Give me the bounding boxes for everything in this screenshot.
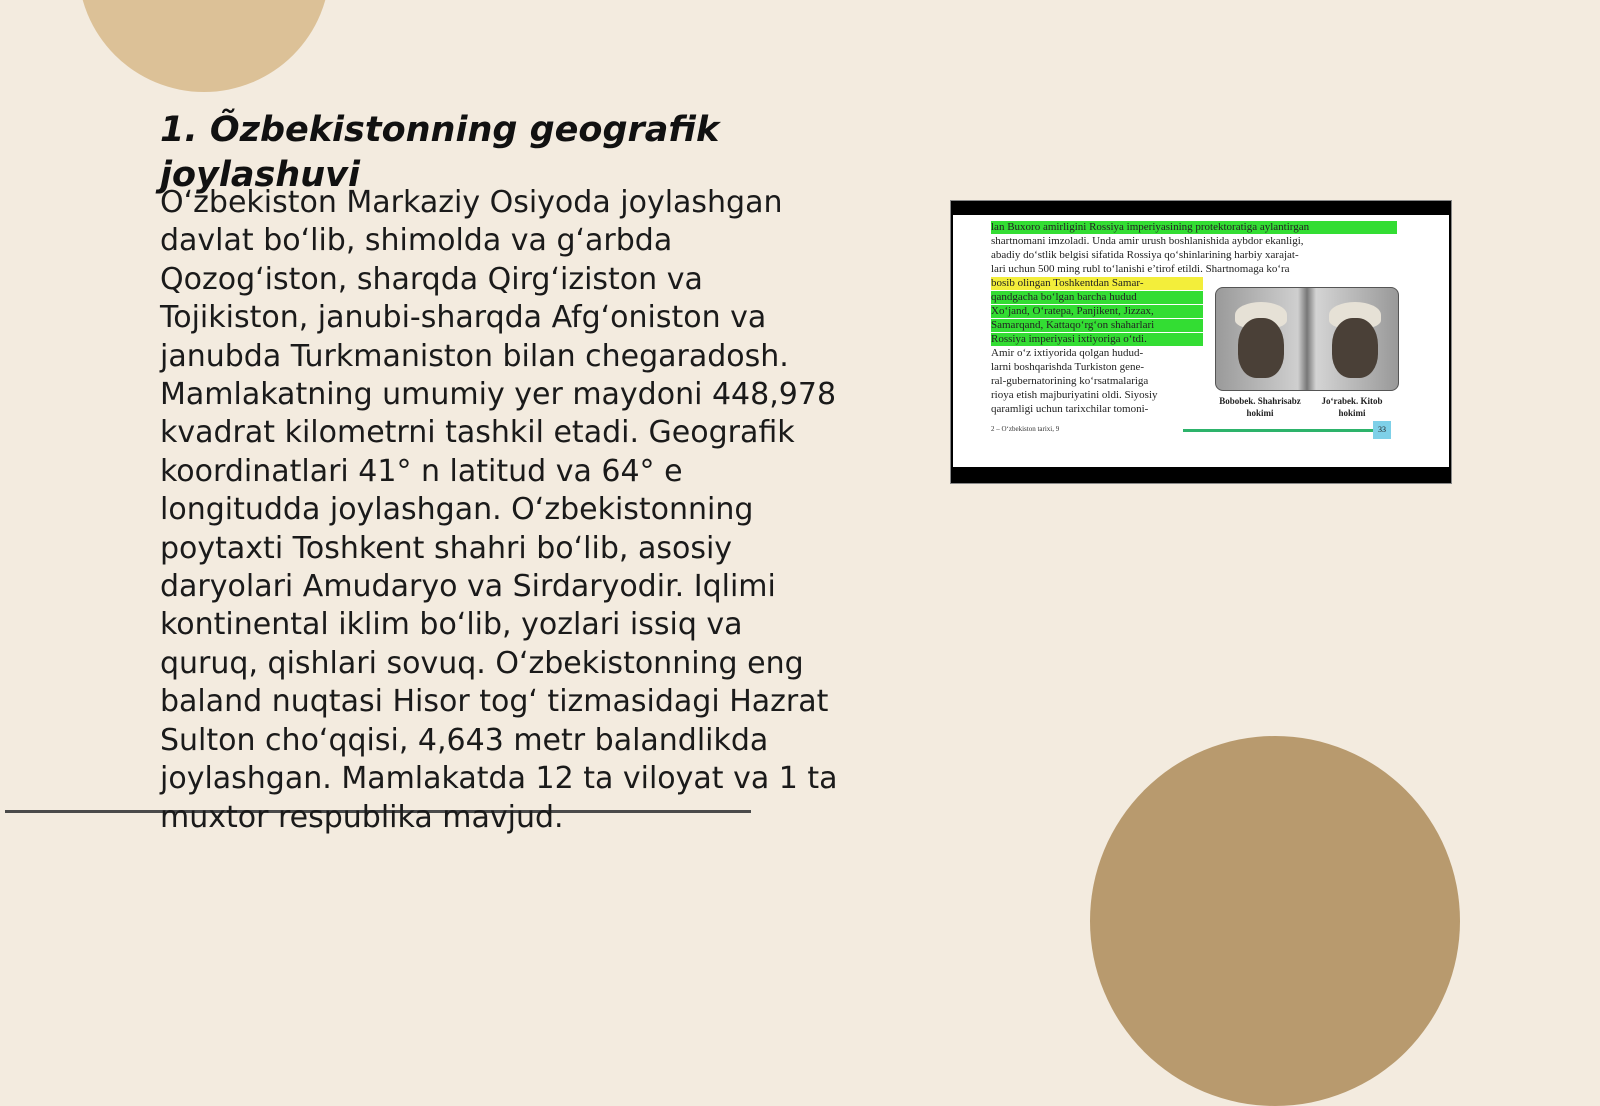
scan-text-line: Amir o‘z ixtiyorida qolgan hudud- [991, 347, 1144, 359]
scan-page-number: 33 [1373, 421, 1391, 439]
scan-text-line: lari uchun 500 ming rubl to‘lanishi e’tirof etildi. Shartnomaga ko‘ra [991, 263, 1290, 275]
scan-text-line: bosib olingan Toshkentdan Samar- [991, 277, 1203, 290]
scan-text-line: qaramligi uchun tarixchilar tomoni- [991, 403, 1149, 415]
slide-title: 1. Õzbekistonning geografik joylashuvi [160, 110, 720, 195]
scan-text-line: Rossiya imperiyasi ixtiyoriga o‘tdi. [991, 333, 1203, 346]
textbook-page [953, 215, 1449, 467]
scan-text-line: larni boshqarishda Turkiston gene- [991, 361, 1145, 373]
scan-text-line: shartnomani imzoladi. Unda amir urush boshlanishida aybdor ekanligi, [991, 235, 1304, 247]
scan-text-line: lan Buxoro amirligini Rossiya imperiyasining protektoratiga aylantirgan [991, 221, 1397, 234]
photo-caption-right: Jo‘rabek. Kitob hokimi [1321, 396, 1383, 418]
decorative-circle-bottom [1090, 736, 1460, 1106]
decorative-circle-top [78, 0, 330, 92]
scan-text-line: qandgacha bo‘lgan barcha hudud [991, 291, 1203, 304]
scan-text-line: Xo‘jand, O‘ratepa, Panjikent, Jizzax, [991, 305, 1203, 318]
photo-caption-left: Bobobek. Shahrisabz hokimi [1219, 396, 1301, 418]
scan-text-line: Samarqand, Kattaqo‘rg‘on shaharlari [991, 319, 1203, 332]
scan-footer-bar [1183, 429, 1375, 432]
scan-text-line: rioya etish majburiyatini oldi. Siyosiy [991, 389, 1158, 401]
scan-text-line: abadiy do‘stlik belgisi sifatida Rossiya qo‘shinlarining harbiy xarajat- [991, 249, 1299, 261]
textbook-scan-image [950, 200, 1452, 484]
scan-footer: 2 – O‘zbekiston tarixi, 9 [991, 425, 1060, 433]
slide-body-text: O‘zbekiston Markaziy Osiyoda joylashgan davlat bo‘lib, shimolda va g‘arbda Qozog‘iston, sharqda Qirg‘iziston va Tojikiston, janubi-sharqda Afg‘oniston va janubda Turkmaniston bilan chegaradosh. Mamlakatning umumiy yer maydoni 448,978 kvadrat kilometrni tashkil etadi. Geografik koordinatlari 41° n latitud va 64° e longitudda joylashgan. O‘zbekistonning poytaxti Toshkent shahri bo‘lib, asosiy daryolari Amudaryo va Sirdaryodir. Iqlimi kontinental iklim bo‘lib, yozlari issiq va quruq, qishlari sovuq. O‘zbekistonning eng baland nuqtasi Hisor tog‘ tizmasidagi Hazrat Sulton cho‘qqisi, 4,643 metr balandlikda joylashgan. Mamlakatda 12 ta viloyat va 1 ta muxtor respublika mavjud. [160, 185, 838, 835]
portrait-photo [1215, 287, 1399, 391]
scan-text-line: ral-gubernatorining ko‘rsatmalariga [991, 375, 1149, 387]
